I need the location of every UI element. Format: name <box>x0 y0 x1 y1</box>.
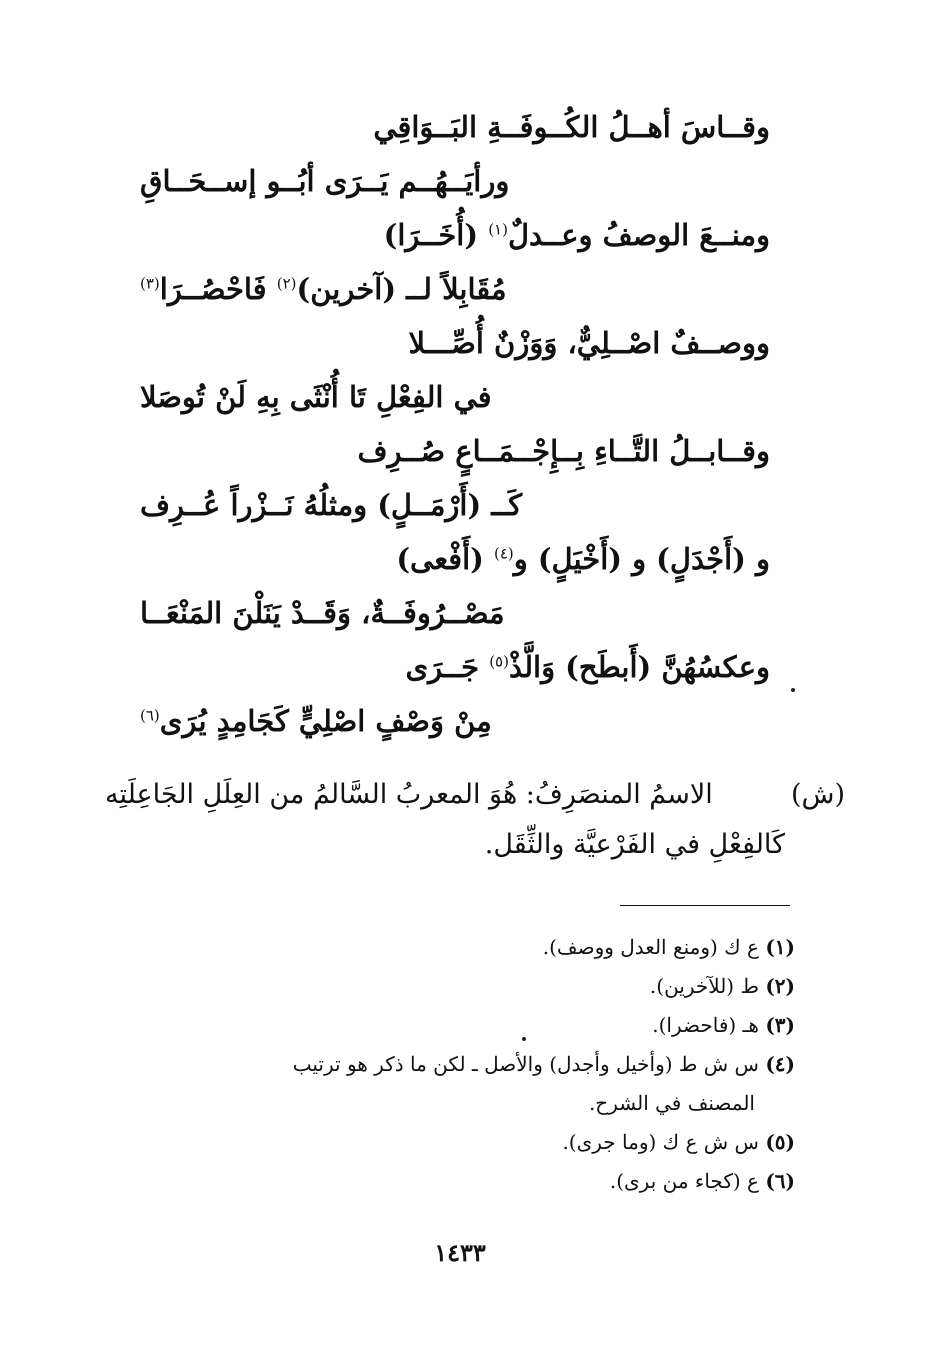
scan-speck <box>522 1037 526 1041</box>
verse-text: كَــ (أَرْمَــلٍ) ومثلُهُ نَــزْراً عُــرِف <box>140 488 523 522</box>
commentary-paragraph <box>105 770 845 870</box>
verse-line <box>140 586 780 640</box>
verse-text: ووصــفٌ اصْــلِيٌّ، وَوَزْنٌ أُصِّـــلا <box>408 326 770 360</box>
verse-text: وعكسُهُنَّ (أَبطَح) وَالَّذْ <box>508 650 770 684</box>
verse-text: مُقَابِلاً لــ (آخرين) <box>296 272 507 306</box>
footnote-text: ع ك (ومنع العدل ووصف). <box>542 935 759 959</box>
commentary-line: كَالفِعْلِ في الفَرْعيَّة والثِّقَل. <box>484 829 785 860</box>
commentary-line: الاسمُ المنصَرِفُ: هُوَ المعربُ السَّالمُ من العِلَلِ الجَاعِلَتِه <box>105 779 713 810</box>
scan-speck <box>791 688 795 692</box>
footnote-item <box>150 1123 795 1162</box>
verse-text: وقــاسَ أهــلُ الكُــوفَــةِ البَــوَاقِي <box>373 110 770 144</box>
commentary-marker: (ش) <box>790 779 845 810</box>
verse-text: و (أَجْدَلٍ) و (أَخْيَلٍ) و <box>513 542 770 576</box>
verse-line <box>140 100 780 154</box>
verse-line <box>140 316 780 370</box>
verse-block <box>140 100 780 748</box>
footnote-number: (٤) <box>765 1052 795 1076</box>
footnote-item-continuation <box>150 1084 795 1123</box>
footnote-ref: (٦) <box>140 706 160 725</box>
footnote-number: (٢) <box>765 974 795 998</box>
footnote-item <box>150 1045 795 1084</box>
footnote-number: (١) <box>765 935 795 959</box>
page-number: ١٤٣٣ <box>434 1238 486 1267</box>
verse-text: ومنــعَ الوصفُ وعــدلٌ <box>507 218 770 252</box>
footnotes-list <box>150 928 795 1201</box>
verse-text: مَصْــرُوفَــةٌ، وَقَــدْ يَنَلْنَ المَنْعَــا <box>140 596 505 630</box>
footnote-ref: (٥) <box>489 652 509 671</box>
verse-text-after: فَاحْصُــرَا <box>159 272 277 306</box>
verse-text: مِنْ وَصْفٍ اصْلِيٍّ كَجَامِدٍ يُرَى <box>159 704 492 738</box>
footnote-text: ط (للآخرين). <box>649 974 759 998</box>
verse-line <box>140 532 780 586</box>
verse-line <box>140 370 780 424</box>
verse-line <box>140 262 780 316</box>
verse-text: ورأيَــهُــم يَــرَى أبُــو إســحَــاقِ <box>140 164 510 198</box>
footnote-item <box>150 967 795 1006</box>
footnote-ref: (٢) <box>276 274 297 293</box>
footnote-item <box>150 1162 795 1201</box>
verse-line <box>140 694 780 748</box>
footnote-ref: (١) <box>488 220 508 239</box>
verse-text-after: جَــرَى <box>405 650 490 684</box>
footnote-text: س ش ط (وأخيل وأجدل) والأصل ـ لكن ما ذكر هو ترتيب <box>292 1052 759 1076</box>
verse-line <box>140 424 780 478</box>
footnote-divider <box>620 905 790 906</box>
verse-line <box>140 208 780 262</box>
verse-text: في الفِعْلِ تَا أُنْثَى بِهِ لَنْ تُوصَلا <box>140 380 492 414</box>
footnote-text: هـ (فاحضرا). <box>652 1013 759 1037</box>
footnote-number: (٣) <box>765 1013 795 1037</box>
verse-line <box>140 640 780 694</box>
verse-line <box>140 154 780 208</box>
verse-text: وقــابــلُ التَّــاءِ بِــإِجْــمَــاعٍ صُــرِف <box>357 434 770 468</box>
footnote-ref: (٤) <box>493 544 514 563</box>
footnote-text: س ش ع ك (وما جرى). <box>562 1130 759 1154</box>
footnote-text-continuation: المصنف في الشرح. <box>588 1091 755 1115</box>
footnote-number: (٥) <box>765 1130 795 1154</box>
verse-text-after: (أَفْعى) <box>396 542 494 576</box>
footnote-item <box>150 928 795 967</box>
verse-line <box>140 478 780 532</box>
footnote-item <box>150 1006 795 1045</box>
footnote-text: ع (كجاء من برى). <box>609 1169 759 1193</box>
footnote-ref: (٣) <box>140 274 160 293</box>
verse-text-after: (أُخَــرَا) <box>383 218 489 252</box>
footnote-number: (٦) <box>765 1169 795 1193</box>
